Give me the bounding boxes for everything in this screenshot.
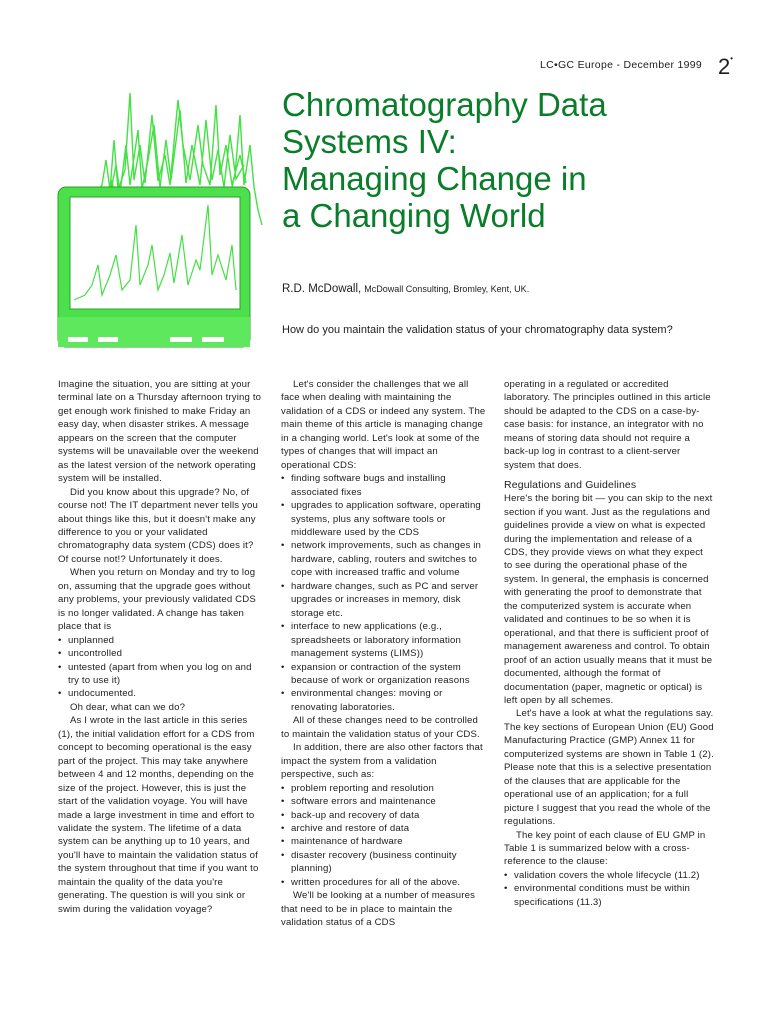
list-item: • written procedures for all of the above. — [281, 876, 486, 889]
author-line — [282, 283, 529, 295]
body-column-1 — [58, 378, 263, 916]
page-number-value: 2 — [718, 54, 731, 79]
title-line: Chromatography Data — [282, 86, 607, 123]
section-heading: Regulations and Guidelines — [504, 479, 637, 492]
page-number — [718, 54, 733, 80]
paragraph: When you return on Monday and try to log on, assuming that the upgrade goes without any problems, your previously validated CDS is no longer validated. A change has taken place that is — [58, 567, 256, 633]
paragraph: Here's the boring bit — you can skip to the next section if you want. Just as the regulations and guidelines provide a view on what is expected during the implementation and release of a CDS, they provide views on what they expect to see during the operational phase of the system. In general, the emphasis is concerned with generating the proof to demonstrate that the computerized system is accurate when validated and continues to be so when it is operational, and that there is sufficient proof of management awareness and control. To obtain proof of an action usually means that it must be documented, although the format of documentation (paper, magnetic or optical) is left open by all schemes. — [504, 493, 713, 706]
author-affiliation: McDowall Consulting, Bromley, Kent, UK. — [364, 284, 530, 294]
list-item: • uncontrolled — [58, 647, 263, 660]
paragraph: In addition, there are also other factors that impact the system from a validation perspective, such as: — [281, 742, 483, 781]
list-item: • unplanned — [58, 634, 263, 647]
article-title — [282, 86, 752, 234]
list-item: • network improvements, such as changes in hardware, cabling, routers and switches to cope with increased traffic and volume — [281, 539, 486, 579]
paragraph: We'll be looking at a number of measures that need to be in place to maintain the validation status of a CDS — [281, 890, 476, 929]
paragraph: Let's consider the challenges that we all face when dealing with maintaining the validation of a CDS or indeed any system. The main theme of this article is managing change in a changing world. Let's look at some of the types of changes that will impact an operational CDS: — [281, 379, 486, 471]
bullet-list — [504, 869, 714, 909]
bullet-list — [281, 782, 486, 890]
journal-header: LC•GC Europe - December 1999 — [540, 59, 703, 71]
list-item: • upgrades to application software, operating systems, plus any software tools or middleware used by the CDS — [281, 499, 486, 539]
body-column-3 — [504, 378, 714, 909]
title-line: Systems IV: — [282, 123, 457, 160]
body-column-2 — [281, 378, 486, 930]
paragraph: operating in a regulated or accredited laboratory. The principles outlined in this article should be adapted to the CDS on a case-by-case basis: for instance, an integrator with no means of storing data should not require a back-up log in contrast to a client-server system that does. — [504, 379, 711, 471]
list-item: • expansion or contraction of the system because of work or organization reasons — [281, 661, 486, 688]
computer-monitor-chromatogram-icon — [40, 85, 270, 360]
list-item: • environmental changes: moving or renovating laboratories. — [281, 687, 486, 714]
bullet-list — [58, 634, 263, 701]
author-name: R.D. McDowall, — [282, 283, 362, 295]
title-line: Managing Change in — [282, 160, 587, 197]
paragraph: Did you know about this upgrade? No, of course not! The IT department never tells you about things like this, but it doesn't make any difference to you or your validated chromatography data system (CDS) does it? Of course not!? Unfortunately it does. — [58, 486, 258, 565]
list-item: • hardware changes, such as PC and server upgrades or increases in memory, disk storage etc. — [281, 580, 486, 620]
paragraph: Oh dear, what can we do? — [70, 701, 186, 713]
list-item: • problem reporting and resolution — [281, 782, 486, 795]
title-line: a Changing World — [282, 197, 546, 234]
bullet-list — [281, 472, 486, 714]
list-item: • undocumented. — [58, 687, 263, 700]
paragraph: As I wrote in the last article in this series (1), the initial validation effort for a CDS from concept to becoming operational is the easy part of the project. This may take anywhere between 4 and 12 months, depending on the size of the project. However, this is just the start of the validation voyage. You will have made a large investment in time and effort to validate the system. The lifetime of a data system can be anything up to 10 years, and you'll have to maintain the validation status of the system throughout that time if you want to maintain the quality of the data you're generating. The question is will you sink or swim during the validation voyage? — [58, 715, 259, 915]
paragraph: The key point of each clause of EU GMP in Table 1 is summarized below with a cross-reference to the clause: — [504, 829, 706, 868]
paragraph: Imagine the situation, you are sitting at your terminal late on a Thursday afternoon trying to get enough work finished to make Friday an easy day, when disaster strikes. A message appears on the screen that the computer systems will be unavailable over the weekend as the latest version of the network operating system will be installed. — [58, 379, 262, 485]
list-item: • interface to new applications (e.g., spreadsheets or laboratory information management systems (LIMS)) — [281, 620, 486, 660]
list-item: • environmental conditions must be within specifications (11.3) — [504, 882, 714, 909]
list-item: • maintenance of hardware — [281, 835, 486, 848]
list-item: • validation covers the whole lifecycle (11.2) — [504, 869, 714, 882]
list-item: • back-up and recovery of data — [281, 809, 486, 822]
paragraph: Let's have a look at what the regulations say. The key sections of European Union (EU) Good Manufacturing Practice (GMP) Annex 11 for computerized systems are shown in Table 1 (2). Please note that this is a selective presentation of the clauses that are applicable for the operational use of an application; for a full picture I suggest that you read the whole of the regulations. — [504, 708, 714, 828]
list-item: • software errors and maintenance — [281, 795, 486, 808]
list-item: • archive and restore of data — [281, 822, 486, 835]
standfirst: How do you maintain the validation status of your chromatography data system? — [282, 324, 673, 336]
list-item: • finding software bugs and installing associated fixes — [281, 472, 486, 499]
paragraph: All of these changes need to be controlled to maintain the validation status of your CDS. — [281, 715, 480, 740]
list-item: • untested (apart from when you log on and try to use it) — [58, 661, 263, 688]
list-item: • disaster recovery (business continuity planning) — [281, 849, 486, 876]
page-mark: • — [730, 54, 734, 63]
